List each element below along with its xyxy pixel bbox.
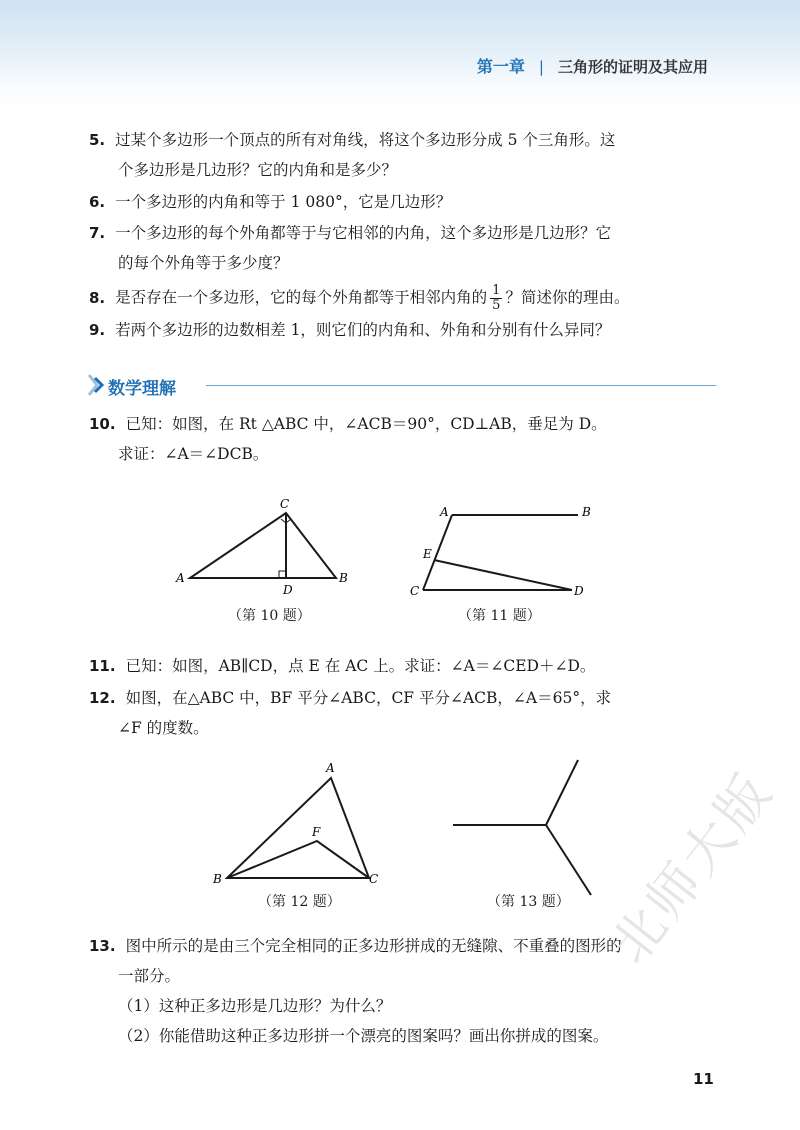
question-number: 10.: [89, 415, 116, 433]
label-c: C: [280, 497, 290, 511]
label-a: A: [326, 761, 335, 775]
right-angle-mark-d: [279, 571, 286, 578]
header-text: [477, 54, 708, 77]
chapter-label: 第一章: [476, 57, 525, 76]
section-heading: [86, 372, 726, 398]
question-text: 一个多边形的每个外角都等于与它相邻的内角，这个多边形是几边形？它: [115, 224, 612, 242]
figure-10: [170, 495, 360, 605]
label-a: A: [176, 571, 185, 585]
question-text: 如图，在△ABC 中，BF 平分∠ABC，CF 平分∠ACB，∠A＝65°，求: [125, 689, 612, 707]
section-divider: [206, 385, 716, 386]
chapter-title: 三角形的证明及其应用: [557, 58, 708, 76]
question-text: 是否存在一个多边形，它的每个外角都等于相邻内角的: [115, 288, 488, 307]
label-b: B: [582, 505, 591, 519]
question-number: 6.: [89, 193, 106, 211]
question-text: 过某个多边形一个顶点的所有对角线，将这个多边形分成 5 个三角形。这: [115, 131, 616, 149]
question-text: 已知：如图，在 Rt △ABC 中，∠ACB＝90°，CD⊥AB，垂足为 D。: [125, 415, 607, 433]
question-12: [89, 688, 611, 708]
question-text-end: ？简述你的理由。: [505, 288, 630, 307]
figure-12: [205, 755, 385, 890]
figure-12-caption: （第 12 题）: [258, 894, 341, 910]
label-d: D: [283, 583, 293, 597]
figure-11-caption: （第 11 题）: [458, 608, 541, 624]
question-13-cont: 一部分。: [118, 967, 181, 985]
label-b: B: [339, 571, 348, 585]
question-13: [89, 936, 622, 956]
fraction: [490, 284, 502, 313]
figure-13-caption: （第 13 题）: [487, 894, 570, 910]
header-separator: |: [538, 58, 544, 76]
question-13-sub1: （1）这种正多边形是几边形？为什么？: [118, 997, 392, 1015]
question-9: [89, 320, 610, 340]
question-13-sub2: （2）你能借助这种正多边形拼一个漂亮的图案吗？画出你拼成的图案。: [118, 1027, 609, 1045]
bisectors-bf-cf: [227, 841, 369, 878]
triangle-abc: [190, 513, 336, 578]
label-c: C: [369, 872, 379, 886]
question-number: 13.: [89, 937, 116, 955]
question-7-cont: 的每个外角等于多少度？: [118, 254, 289, 272]
label-d: D: [574, 584, 584, 598]
chevron-right-icon: [86, 372, 108, 398]
question-10-cont: 求证：∠A＝∠DCB。: [118, 445, 269, 463]
question-text: 一个多边形的内角和等于 1 080°，它是几边形？: [115, 193, 452, 211]
question-text: 图中所示的是由三个完全相同的正多边形拼成的无缝隙、不重叠的图形的: [125, 937, 622, 955]
figure-13: [445, 750, 605, 900]
publisher-watermark: 北师大版: [600, 761, 786, 975]
label-a: A: [440, 505, 449, 519]
question-5: [89, 130, 615, 150]
page-header: [0, 0, 800, 108]
question-number: 7.: [89, 224, 106, 242]
question-number: 8.: [89, 288, 106, 307]
question-number: 11.: [89, 657, 116, 675]
question-5-cont: 个多边形是几边形？它的内角和是多少？: [118, 161, 398, 179]
fraction-denominator: 5: [492, 298, 501, 313]
question-11: [89, 656, 595, 676]
label-c: C: [410, 584, 420, 598]
line-ed: [434, 560, 572, 590]
label-b: B: [213, 872, 222, 886]
label-f: F: [312, 825, 321, 839]
page-number: 11: [693, 1070, 714, 1088]
segment-lower: [546, 825, 591, 895]
fraction-numerator: 1: [492, 283, 501, 298]
question-text: 若两个多边形的边数相差 1，则它们的内角和、外角和分别有什么异同？: [115, 321, 611, 339]
segment-upper: [546, 760, 578, 825]
question-number: 5.: [89, 131, 106, 149]
question-6: [89, 192, 451, 212]
question-number: 9.: [89, 321, 106, 339]
question-12-cont: ∠F 的度数。: [118, 719, 209, 737]
question-8: [89, 284, 629, 313]
question-text: 已知：如图，AB∥CD，点 E 在 AC 上。求证：∠A＝∠CED＋∠D。: [125, 657, 596, 675]
question-number: 12.: [89, 689, 116, 707]
label-e: E: [423, 547, 432, 561]
question-7: [89, 223, 611, 243]
question-10: [89, 414, 607, 434]
figure-11: [400, 500, 600, 600]
section-title: 数学理解: [108, 379, 176, 399]
figure-10-caption: （第 10 题）: [228, 608, 311, 624]
